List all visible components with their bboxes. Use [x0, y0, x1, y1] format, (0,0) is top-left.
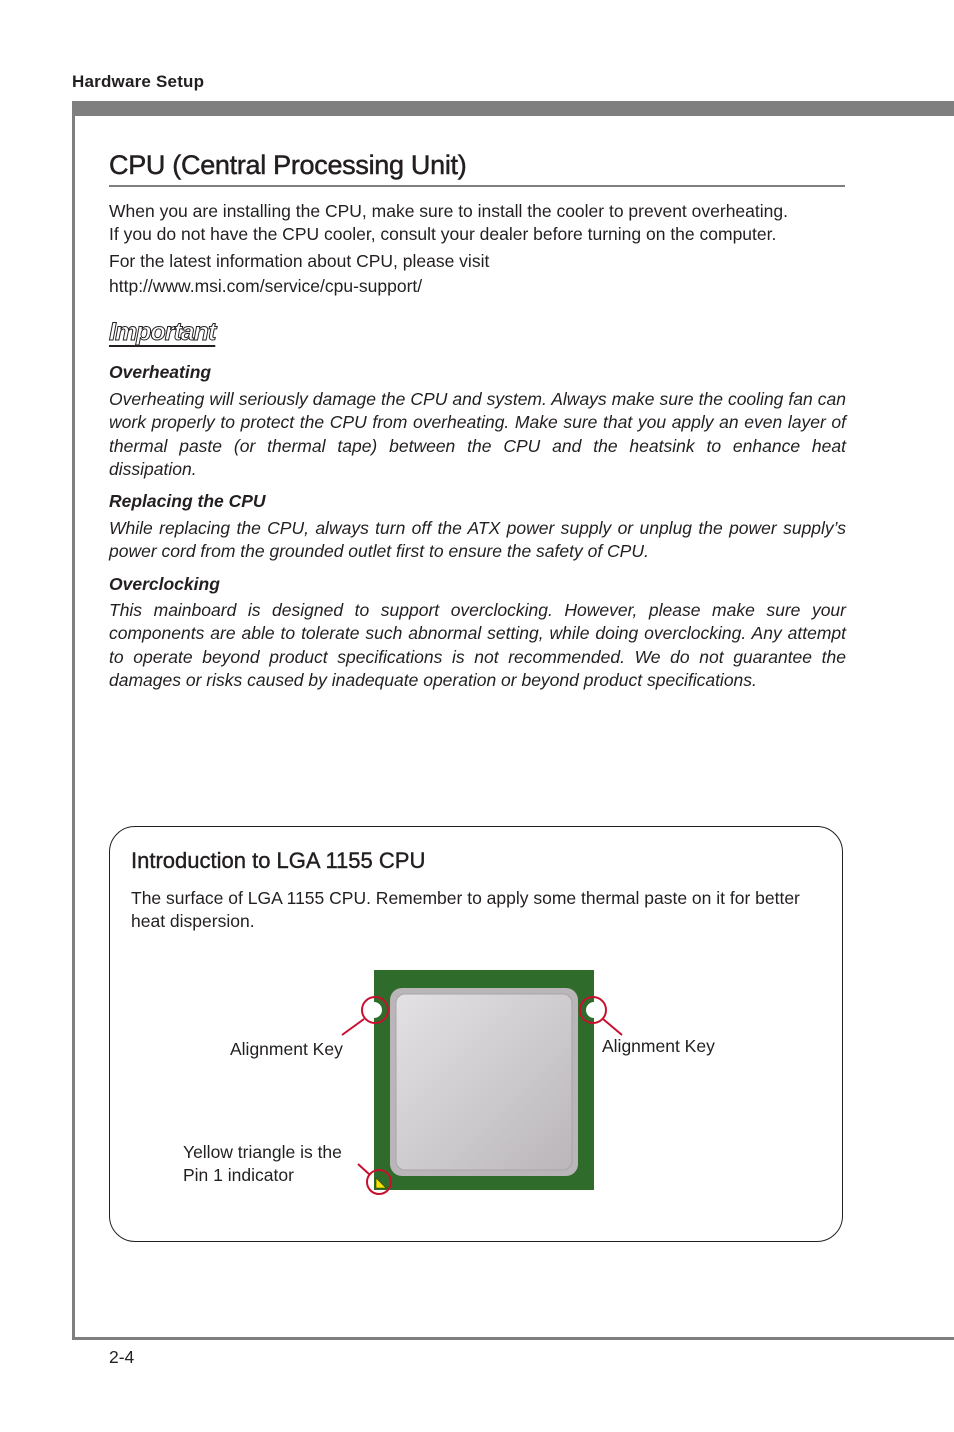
- page-title: CPU (Central Processing Unit): [109, 150, 467, 180]
- note-body-overheating: Overheating will seriously damage the CPU and system. Always make sure the cooling fan can work properly to protect the CPU from overheating. Make sure that you apply an even layer of thermal paste (or thermal tape) between the CPU and the heatsink to enhance heat dissipation.: [109, 389, 846, 479]
- intro-line-1: When you are installing the CPU, make sure to install the cooler to prevent overheating.: [109, 201, 788, 221]
- note-body-replacing: While replacing the CPU, always turn off the ATX power supply or unplug the power supply’s power cord from the grounded outlet first to ensure the safety of CPU.: [109, 518, 846, 562]
- lga-title: Introduction to LGA 1155 CPU: [131, 848, 426, 873]
- lga-description: The surface of LGA 1155 CPU. Remember to apply some thermal paste on it for better heat dispersion.: [131, 888, 800, 931]
- callout-alignment-key-right: Alignment Key: [602, 1036, 715, 1056]
- leader-line-pin1: [358, 1164, 370, 1175]
- note-body-overclocking: This mainboard is designed to support overclocking. However, please make sure your components are able to tolerate such abnormal setting, while doing overclocking. Any attempt to operate beyond product specifications is not recommended. We do not guarantee the damages or risks caused by inadequate operation or beyond product specifications.: [109, 600, 846, 690]
- alignment-notch-right: [586, 1002, 602, 1018]
- callout-alignment-key-left: Alignment Key: [230, 1039, 343, 1059]
- leader-line-right: [603, 1019, 622, 1035]
- section-label: Hardware Setup: [72, 72, 205, 91]
- leader-line-left: [342, 1019, 364, 1035]
- alignment-notch-left: [366, 1002, 382, 1018]
- important-label: Important: [109, 318, 216, 346]
- cpu-heatspreader-top: [396, 994, 572, 1170]
- callout-pin1-line-2: Pin 1 indicator: [183, 1165, 294, 1185]
- intro-line-3: For the latest information about CPU, please visit: [109, 251, 490, 271]
- callout-pin1-line-1: Yellow triangle is the: [183, 1142, 342, 1162]
- callout-pin1-indicator: [183, 1141, 342, 1187]
- note-heading-overheating: Overheating: [109, 362, 212, 382]
- note-heading-overclocking: Overclocking: [109, 574, 220, 594]
- page-number: 2-4: [109, 1347, 135, 1367]
- support-url[interactable]: http://www.msi.com/service/cpu-support/: [109, 276, 423, 296]
- note-heading-replacing: Replacing the CPU: [109, 491, 266, 511]
- intro-line-2: If you do not have the CPU cooler, consult your dealer before turning on the computer.: [109, 224, 777, 244]
